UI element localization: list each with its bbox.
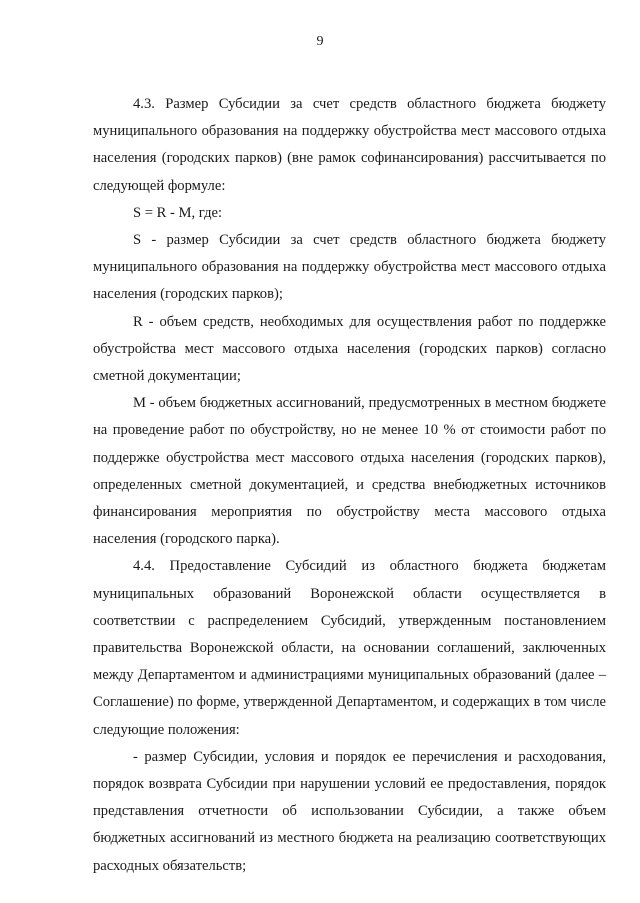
list-item-subsidy-size: - размер Субсидии, условия и порядок ее перечисления и расходования, порядок возврата Субсидии при нарушении условий ее предоставления, порядок представления отчетности об использовании Субсидии, а также объем бюджетных ассигнований из местного бюджета на реализацию соответствующих расходных обязательств; [93,748,606,874]
paragraph-4-3: 4.3. Размер Субсидии за счет средств областного бюджета бюджету муниципального образования на поддержку обустройства мест массового отдыха населения (городских парков) (вне рамок софинансирования) рассчитывается по следующей формуле: [93,96,606,194]
formula-line: S = R - M, где: [133,204,223,221]
paragraph-4-4: 4.4. Предоставление Субсидий из областного бюджета бюджетам муниципальных образований Воронежской области осуществляется в соответствии с распределением Субсидий, утвержденным постановлением правительства Воронежской области, на основании соглашений, заключенных между Департаментом и администрациями муниципальных образований (далее – Соглашение) по форме, утвержденной Департаментом, и содержащих в том числе следующие положения: [93,558,606,738]
definition-m: M - объем бюджетных ассигнований, предусмотренных в местном бюджете на проведение работ по обустройству, но не менее 10 % от стоимости работ по поддержке обустройства мест массового отдыха населения (городских парков), определенных сметной документацией, и средства внебюджетных источников финансирования мероприятия по обустройству места массового отдыха населения (городского парка). [93,395,606,548]
definition-r: R - объем средств, необходимых для осуществления работ по поддержке обустройства мест массового отдыха населения (городских парков) согласно сметной документации; [93,313,606,385]
page-number: 9 [316,34,324,49]
document-body [93,91,606,880]
definition-s: S - размер Субсидии за счет средств областного бюджета бюджету муниципального образования на поддержку обустройства мест массового отдыха населения (городских парков); [93,232,606,303]
